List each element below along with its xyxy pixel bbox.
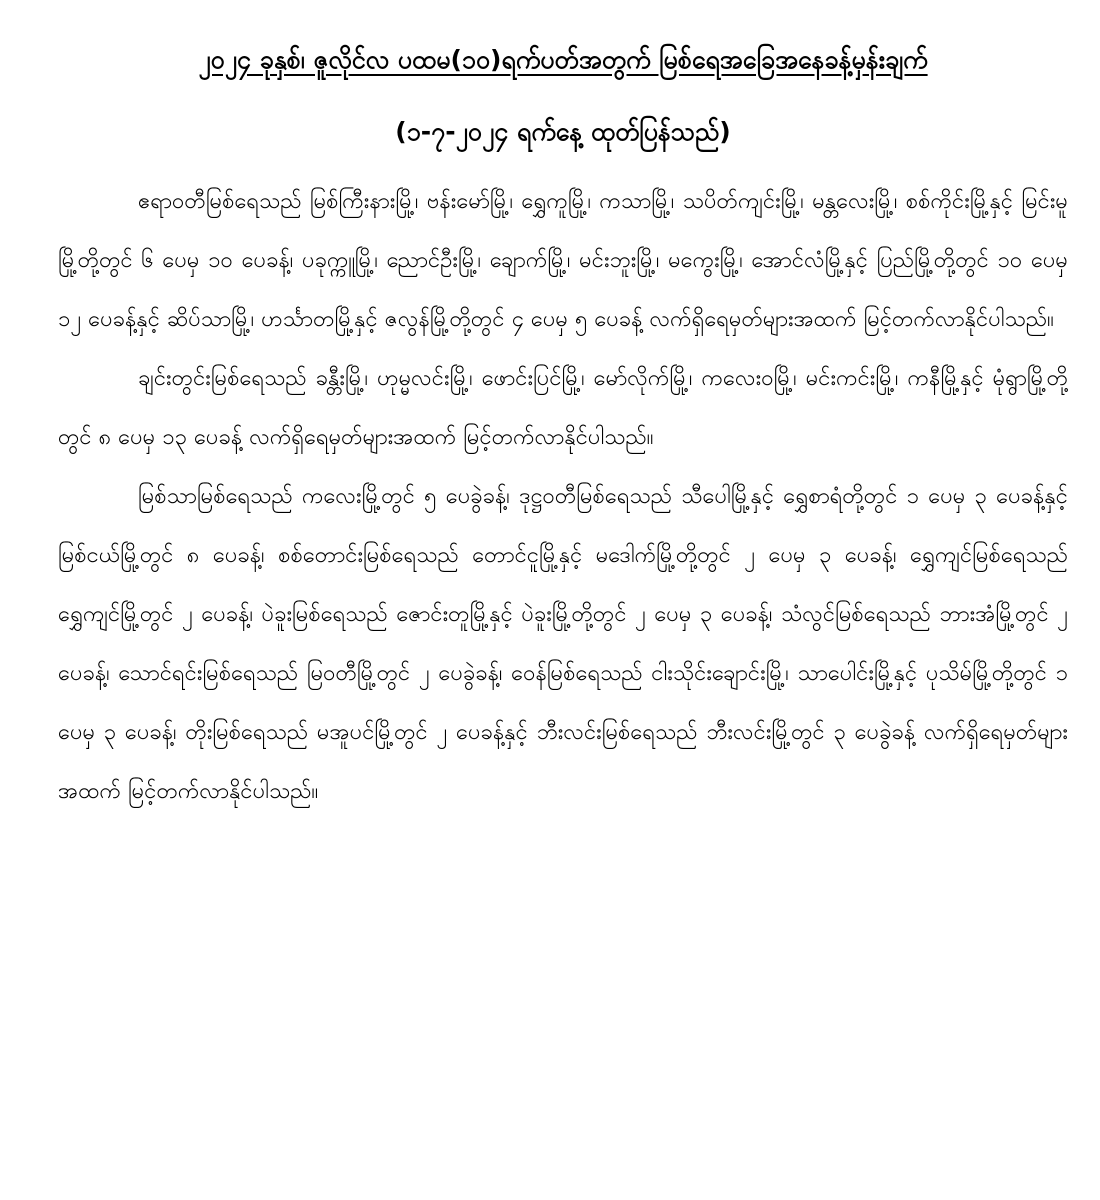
paragraph-chindwin: ချင်းတွင်းမြစ်ရေသည် ခန္တီးမြို့၊ ဟုမ္မလင်းမြို့၊ ဖောင်းပြင်မြို့၊ မော်လိုက်မြို့၊ ကလေးဝမြို့၊ မင်းကင်းမြို့၊ ကနီမြို့နှင့် မုံရွာမြို့တို့တွင် ၈ ပေမှ ၁၃ ပေခန့် လက်ရှိရေမှတ်များအထက် မြင့်တက်လာနိုင်ပါသည်။ [58, 366, 1068, 450]
paragraph-ayeyarwady: ဧရာဝတီမြစ်ရေသည် မြစ်ကြီးနားမြို့၊ ဗန်းမော်မြို့၊ ရွှေကူမြို့၊ ကသာမြို့၊ သပိတ်ကျင်းမြို့၊ မန္တလေးမြို့၊ စစ်ကိုင်းမြို့နှင့် မြင်းမူမြို့တို့တွင် ၆ ပေမှ ၁၀ ပေခန့်၊ ပခုက္ကူမြို့၊ ညောင်ဦးမြို့၊ ချောက်မြို့၊ မင်းဘူးမြို့၊ မကွေးမြို့၊ အောင်လံမြို့နှင့် ပြည်မြို့တို့တွင် ၁၀ ပေမှ ၁၂ ပေခန့်နှင့် ဆိပ်သာမြို့၊ ဟင်္သာတမြို့နှင့် ဇလွန်မြို့တို့တွင် ၄ ပေမှ ၅ ပေခန့် လက်ရှိရေမှတ်များအထက် မြင့်တက်လာနိုင်ပါသည်။ [58, 189, 1068, 332]
document-title: ၂၀၂၄ ခုနှစ်၊ ဇူလိုင်လ ပထမ(၁၀)ရက်ပတ်အတွက် မြစ်ရေအခြေအနေခန့်မှန်းချက် [198, 45, 928, 74]
document-subtitle: (၁-၇-၂၀၂၄ ရက်နေ့ ထုတ်ပြန်သည်) [395, 117, 731, 146]
document-page [58, 38, 1068, 821]
paragraph-other-rivers: မြစ်သာမြစ်ရေသည် ကလေးမြို့တွင် ၅ ပေခွဲခန့်၊ ဒုဋ္ဌဝတီမြစ်ရေသည် သီပေါမြို့နှင့် ရွှေစာရံတို့တွင် ၁ ပေမှ ၃ ပေခန့်နှင့် မြစ်ငယ်မြို့တွင် ၈ ပေခန့်၊ စစ်တောင်းမြစ်ရေသည် တောင်ငူမြို့နှင့် မဒေါက်မြို့တို့တွင် ၂ ပေမှ ၃ ပေခန့်၊ ရွှေကျင်မြစ်ရေသည် ရွှေကျင်မြို့တွင် ၂ ပေခန့်၊ ပဲခူးမြစ်ရေသည် ဇောင်းတူမြို့နှင့် ပဲခူးမြို့တို့တွင် ၂ ပေမှ ၃ ပေခန့်၊ သံလွင်မြစ်ရေသည် ဘားအံမြို့တွင် ၂ ပေခန့်၊ သောင်ရင်းမြစ်ရေသည် မြဝတီမြို့တွင် ၂ ပေခွဲခန့်၊ ဝေန်မြစ်ရေသည် ငါးသိုင်းချောင်းမြို့၊ သာပေါင်းမြို့နှင့် ပုသိမ်မြို့တို့တွင် ၁ ပေမှ ၃ ပေခန့်၊ တိုးမြစ်ရေသည် မအူပင်မြို့တွင် ၂ ပေခန့်နှင့် ဘီးလင်းမြစ်ရေသည် ဘီးလင်းမြို့တွင် ၃ ပေခွဲခန့် လက်ရှိရေမှတ်များအထက် မြင့်တက်လာနိုင်ပါသည်။ [58, 484, 1068, 804]
